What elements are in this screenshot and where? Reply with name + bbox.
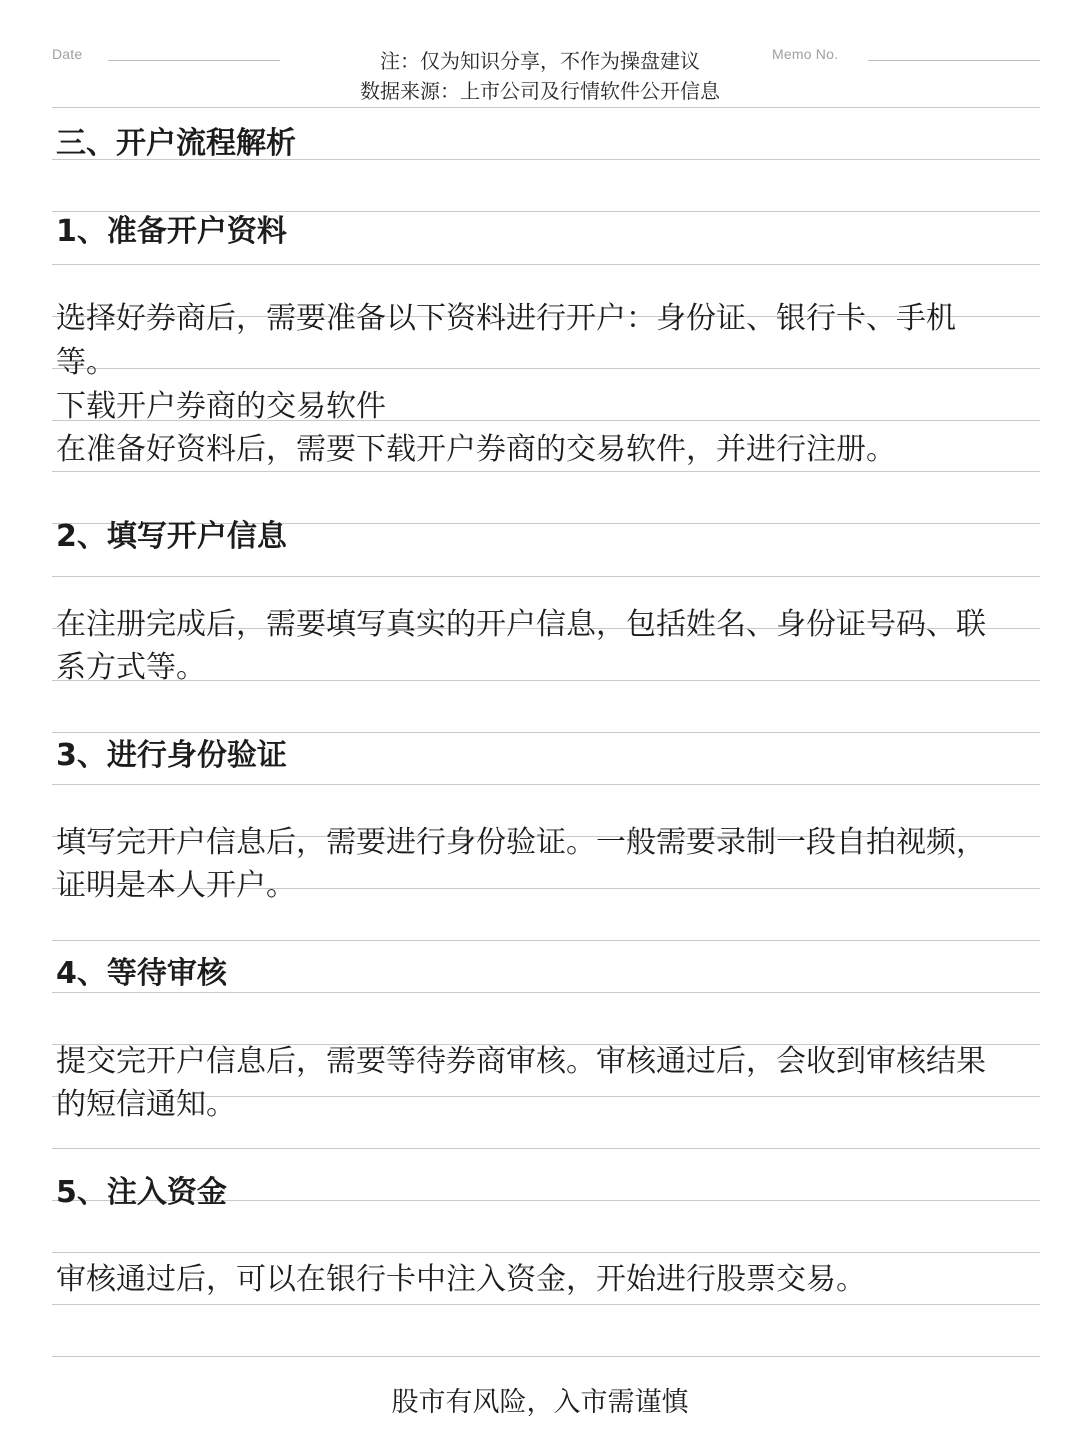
ruled-line [52,1252,1040,1253]
date-label: Date [52,46,83,62]
ruled-line [52,107,1040,108]
step-heading: 2、填写开户信息 [56,519,287,554]
step-heading: 1、准备开户资料 [56,214,287,249]
step-heading: 5、注入资金 [56,1175,227,1210]
step-body-line: 提交完开户信息后，需要等待券商审核。审核通过后，会收到审核结果 [56,1044,986,1079]
ruled-line [52,1148,1040,1149]
step-body-line: 在准备好资料后，需要下载开户券商的交易软件，并进行注册。 [56,432,896,467]
risk-warning-footer: 股市有风险，入市需谨慎 [391,1387,689,1418]
step-heading: 3、进行身份验证 [56,738,287,773]
step-body-line: 系方式等。 [56,650,206,685]
step-heading: 4、等待审核 [56,956,227,991]
ruled-line [52,1356,1040,1357]
ruled-line [52,784,1040,785]
section-title: 三、开户流程解析 [56,126,296,161]
memo-label: Memo No. [772,46,839,62]
ruled-line [52,732,1040,733]
step-body-line: 的短信通知。 [56,1087,236,1122]
ruled-line [52,1304,1040,1305]
data-source-note: 数据来源：上市公司及行情软件公开信息 [360,79,720,103]
step-body-line: 审核通过后，可以在银行卡中注入资金，开始进行股票交易。 [56,1262,866,1297]
step-body-line: 选择好券商后，需要准备以下资料进行开户：身份证、银行卡、手机 [56,301,956,336]
ruled-line [52,264,1040,265]
ruled-line [52,576,1040,577]
disclaimer-note: 注：仅为知识分享，不作为操盘建议 [380,49,700,73]
step-body-line: 证明是本人开户。 [56,868,296,903]
ruled-line [52,368,1040,369]
ruled-line [52,940,1040,941]
step-body-line: 下载开户券商的交易软件 [56,389,386,424]
step-body-line: 在注册完成后，需要填写真实的开户信息，包括姓名、身份证号码、联 [56,607,986,642]
step-body-line: 填写完开户信息后，需要进行身份验证。一般需要录制一段自拍视频， [56,825,986,860]
step-body-line: 等。 [56,345,116,380]
